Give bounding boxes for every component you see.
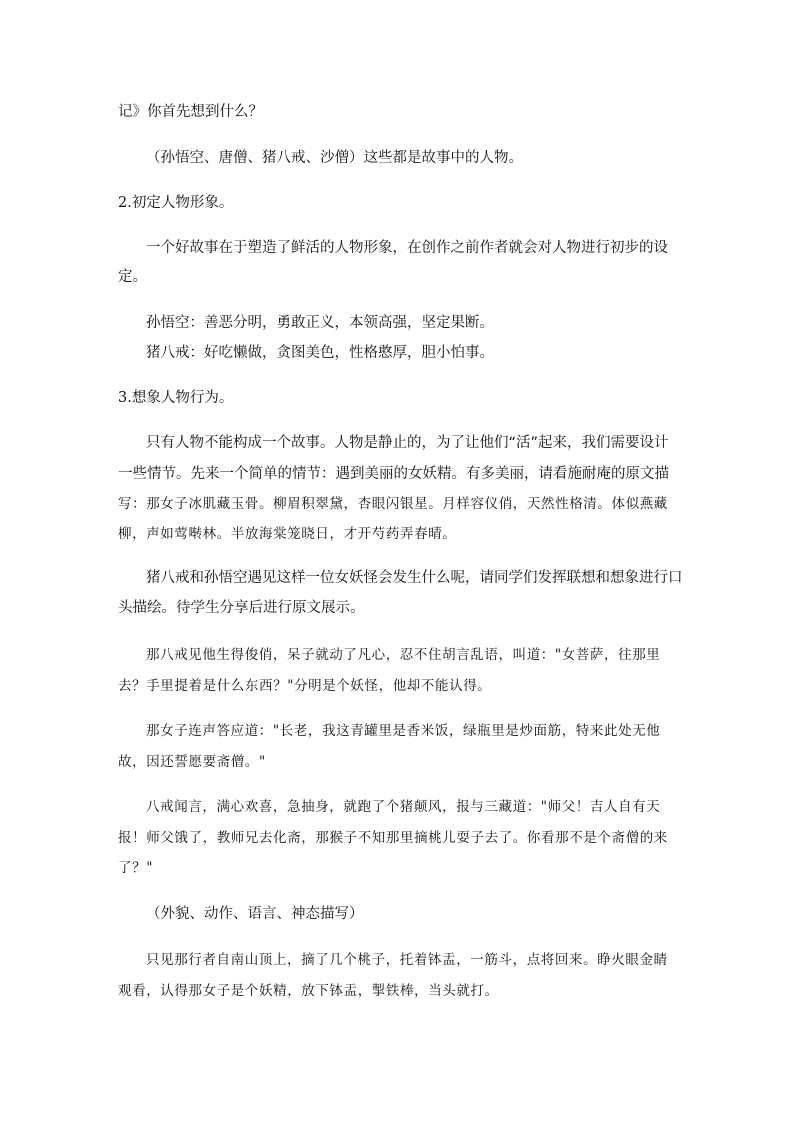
text-line: 一些情节。先来一个简单的情节：遇到美丽的女妖精。有多美丽，请看施耐庵的原文描 (118, 466, 669, 482)
text-line: 猪八戒：好吃懒做，贪图美色，性格憨厚，胆小怕事。 (146, 345, 494, 361)
text-line: 定。 (118, 269, 147, 285)
text-line: 报！师父饿了，教师兄去化斋，那猴子不知那里摘桃儿耍子去了。你看那不是个斋僧的来 (118, 830, 668, 846)
text-line: 故，因还誓愿要斋僧。" (118, 754, 266, 770)
text-line: 柳，声如莺啭林。半放海棠笼晓日，才开芍药弄春晴。 (118, 526, 457, 542)
text-line: 孙悟空：善恶分明，勇敢正义，本领高强，坚定果断。 (146, 315, 494, 331)
text-line: 那女子连声答应道："长老，我这青罐里是香米饭，绿瓶里是炒面筋，特来此处无他 (146, 723, 661, 739)
text-line: 观看，认得那女子是个妖精，放下钵盂，掣铁棒，当头就打。 (118, 983, 499, 999)
text-line: 只有人物不能构成一个故事。人物是静止的，为了让他们“活”起来，我们需要设计 (146, 435, 669, 451)
text-line: 八戒闻言，满心欢喜，急抽身，就跑了个猪颠风，报与三藏道："师父！吉人自有天 (146, 799, 661, 815)
text-line: 只见那行者自南山顶上，摘了几个桃子，托着钵盂，一筋斗，点将回来。睁火眼金睛 (146, 952, 668, 968)
text-line: 一个好故事在于塑造了鲜活的人物形象，在创作之前作者就会对人物进行初步的设 (146, 240, 668, 256)
text-line: 那八戒见他生得俊俏，呆子就动了凡心，忍不住胡言乱语，叫道："女菩萨，往那里 (146, 647, 661, 663)
text-line: 猪八戒和孙悟空遇见这样一位女妖怪会发生什么呢，请同学们发挥联想和想象进行口 (146, 570, 683, 586)
text-line: 头描绘。待学生分享后进行原文展示。 (118, 600, 365, 616)
text-line: 写：那女子冰肌藏玉骨。柳眉积翠黛，杏眼闪银星。月样容仪俏，天然性格清。体似燕藏 (118, 496, 668, 512)
section-heading: 2.初定人物形象。 (118, 195, 234, 211)
text-line: 了？" (118, 860, 154, 876)
text-line: （孙悟空、唐僧、猪八戒、沙僧）这些都是故事中的人物。 (146, 150, 523, 166)
section-heading: 3.想象人物行为。 (118, 390, 234, 406)
text-line: 记》你首先想到什么？ (118, 104, 263, 120)
text-line: 去？手里提着是什么东西？"分明是个妖怪，他却不能认得。 (118, 678, 492, 694)
text-line: （外貌、动作、语言、神态描写） (146, 906, 364, 922)
